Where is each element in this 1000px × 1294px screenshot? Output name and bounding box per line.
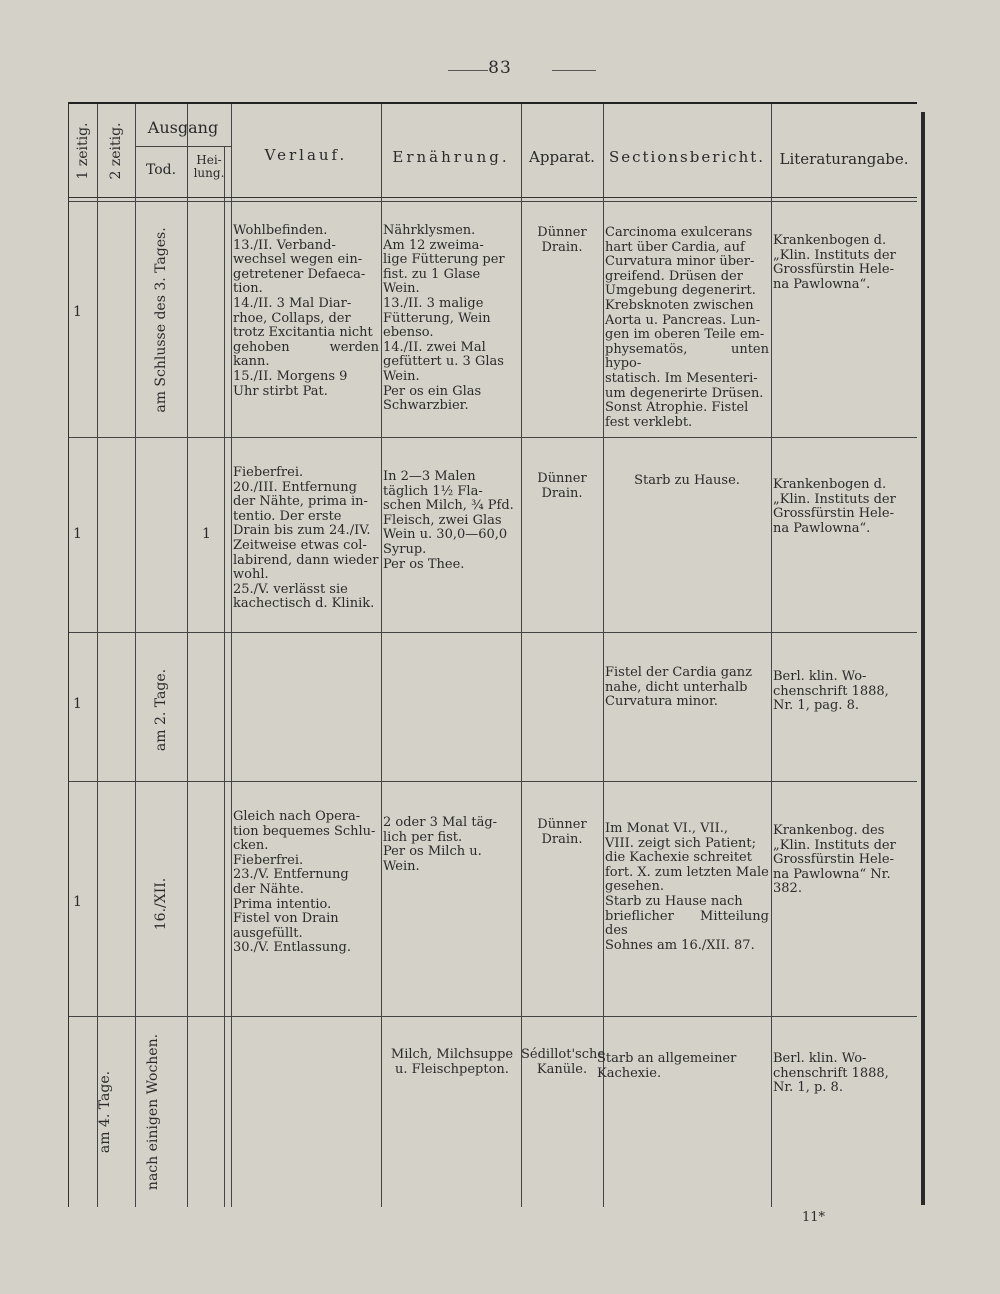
row3-sectionsbericht: Fistel der Cardia ganz nahe, dicht unterhalb Curvatura minor. [605,665,752,710]
ausgang-divider [135,146,231,147]
col-divider [521,104,522,1207]
row2-apparat: Dünner Drain. [537,471,587,501]
header-tod: Tod. [145,162,177,178]
row1-apparat: Dünner Drain. [537,225,587,255]
row-divider [69,632,917,633]
header-literatur: Literaturangabe. [779,150,909,168]
row-divider [69,781,917,782]
row3-tod: am 2. Tage. [153,668,169,752]
row1-literatur: Krankenbogen d. „Klin. Instituts der Grossfürstin Hele- na Pawlowna“. [773,233,896,292]
page-number-rule-left [448,70,488,71]
row2-heilung: 1 [202,526,211,542]
col-divider [187,104,188,1207]
page-number-rule-right [552,70,596,71]
row3-col1: 1 [73,696,82,712]
row-divider [69,437,917,438]
header-rule-double [69,201,917,202]
header-rule [69,197,917,198]
header-heilung: Hei- lung. [193,153,225,180]
case-table [68,102,917,1207]
row5-col1: am 4. Tage. [97,1070,113,1154]
row2-sectionsbericht: Starb zu Hause. [634,473,740,488]
row1-sectionsbericht: Carcinoma exulcerans hart über Cardia, auf Curvatura minor über- greifend. Drüsen der Umgebung degenerirt. Krebsknoten zwischen Aorta u. Pancreas. Lun- gen im oberen Teile em- physematös, unten hypo- statisch. Im Mesenteri- um degenerirte Drüsen. Sonst Atrophie. Fistel fest verklebt. [605,225,769,430]
header-col1: 1 zeitig. [75,122,91,180]
row5-ernaehrung: Milch, Milchsuppe u. Fleischpepton. [390,1047,514,1077]
header-apparat: Apparat. [529,148,595,166]
page-number: 83 [488,58,512,78]
row1-verlauf: Wohlbefinden. 13./II. Verband- wechsel wegen ein- getretener Defaeca- tion. 14./II. 3 Mal Diar- rhoe, Collaps, der trotz Excitantia nicht gehoben werden kann. 15./II. Morgens 9 Uhr stirbt Pat. [233,223,379,399]
row5-apparat: Sédillot'sche Kanüle. [521,1047,606,1077]
row2-ernaehrung: In 2—3 Malen täglich 1½ Fla- schen Milch, ¾ Pfd. Fleisch, zwei Glas Wein u. 30,0—60,0 Syrup. Per os Thee. [383,469,514,572]
row4-verlauf: Gleich nach Opera- tion bequemes Schlu- cken. Fieberfrei. 23./V. Entfernung der Nähte. Prima intentio. Fistel von Drain ausgefüllt. 30./V. Entlassung. [233,809,376,956]
row3-literatur: Berl. klin. Wo- chenschrift 1888, Nr. 1, pag. 8. [773,669,889,714]
col-divider [224,146,225,1207]
row5-sectionsbericht: Starb an allgemeiner Kachexie. [597,1051,737,1081]
row1-tod: am Schlusse des 3. Tages. [153,227,169,413]
row4-literatur: Krankenbog. des „Klin. Instituts der Grossfürstin Hele- na Pawlowna“ Nr. 382. [773,823,896,897]
row4-ernaehrung: 2 oder 3 Mal täg- lich per fist. Per os Milch u. Wein. [383,815,498,874]
col-divider [135,104,136,1207]
row4-tod: 16./XII. [153,877,169,931]
row5-tod: nach einigen Wochen. [145,1033,161,1191]
row2-verlauf: Fieberfrei. 20./III. Entfernung der Nähte, prima in- tentio. Der erste Drain bis zum 24./IV. Zeitweise etwas col- labirend, dann wieder wohl. 25./V. verlässt sie kachectisch d. Klinik. [233,465,379,612]
header-verlauf: Verlauf. [264,146,348,164]
signature-mark: 11* [802,1210,826,1225]
row4-col1: 1 [73,894,82,910]
header-ausgang: Ausgang [147,118,219,137]
col-divider [603,104,604,1207]
row4-apparat: Dünner Drain. [537,817,587,847]
row5-literatur: Berl. klin. Wo- chenschrift 1888, Nr. 1, p. 8. [773,1051,889,1096]
row1-ernaehrung: Nährklysmen. Am 12 zweima- lige Fütterung per fist. zu 1 Glase Wein. 13./II. 3 malige Fütterung, Wein ebenso. 14./II. zwei Mal gefüttert u. 3 Glas Wein. Per os ein Glas Schwarzbier. [383,223,505,414]
row4-sectionsbericht: Im Monat VI., VII., VIII. zeigt sich Patient; die Kachexie schreitet fort. X. zum letzten Male gesehen. Starb zu Hause nach brieflicher Mitteilung des Sohnes am 16./XII. 87. [605,821,769,953]
row2-col1: 1 [73,526,82,542]
col-divider [97,104,98,1207]
header-sectionsbericht: Sectionsbericht. [608,148,766,166]
col-divider [231,104,232,1207]
col-divider [381,104,382,1207]
row2-literatur: Krankenbogen d. „Klin. Instituts der Grossfürstin Hele- na Pawlowna“. [773,477,896,536]
row1-col1: 1 [73,304,82,320]
col-divider [771,104,772,1207]
header-col2: 2 zeitig. [108,122,124,180]
row-divider [69,1016,917,1017]
header-ernaehrung: Ernährung. [392,148,510,166]
